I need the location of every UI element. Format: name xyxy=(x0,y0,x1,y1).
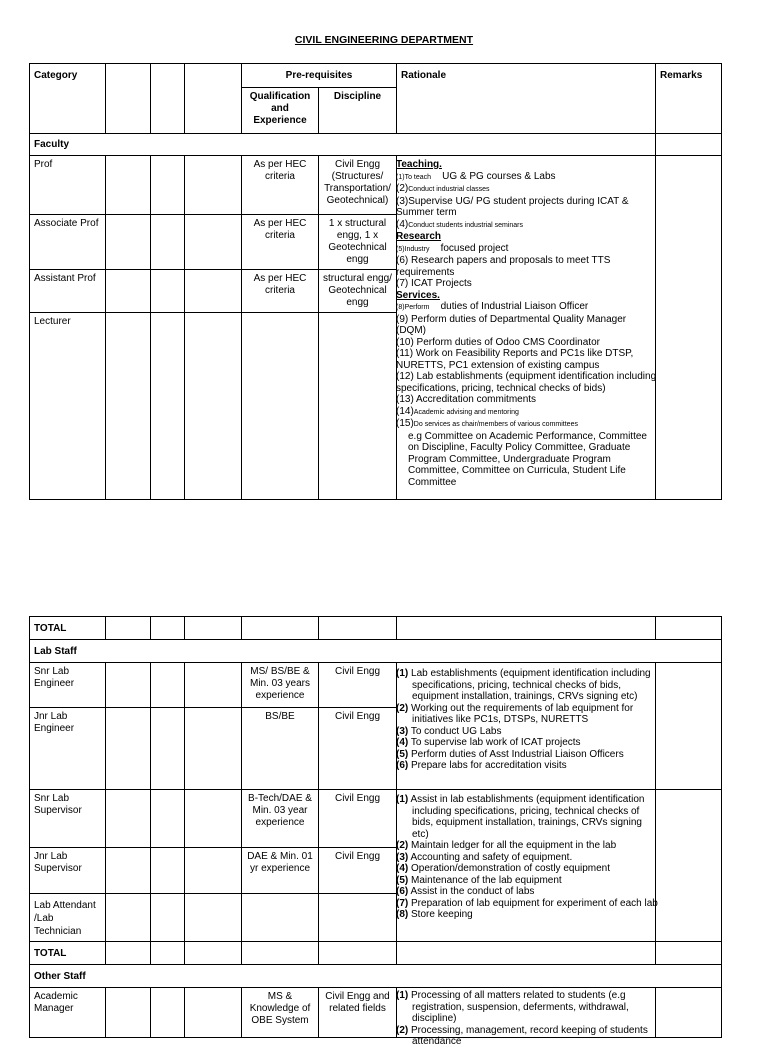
qualification-cell: B-Tech/DAE & Min. 03 year experience xyxy=(242,790,319,848)
category-cell: Prof xyxy=(30,156,106,215)
discipline-cell: Civil Engg xyxy=(319,663,397,708)
section-faculty: Faculty xyxy=(30,134,656,156)
item-text: Do services as chair/members of various committees xyxy=(413,421,578,428)
item-small-text: Industry xyxy=(404,245,430,253)
rationale-item xyxy=(396,898,658,910)
item-text: duties of Industrial Liaison Officer xyxy=(440,301,589,312)
rationale-item xyxy=(396,394,658,406)
item-number: (2) xyxy=(396,1024,409,1036)
item-text: (12) Lab establishments (equipment identification including specifications, pricing, technical checks of bids) xyxy=(396,371,657,394)
faculty-rationale-list xyxy=(396,159,658,488)
rationale-item xyxy=(396,183,658,196)
qualification-cell: As per HEC criteria xyxy=(242,156,319,215)
item-text: Accounting and safety of equipment. xyxy=(410,851,573,863)
item-number: (4) xyxy=(396,863,409,874)
rationale-item xyxy=(396,990,658,1025)
category-cell: Jnr Lab Supervisor xyxy=(30,848,106,894)
item-number: (8) xyxy=(396,304,405,311)
rationale-item xyxy=(396,668,658,703)
item-text: (11) Work on Feasibility Reports and PC1s like DTSP, NURETTS, PC1 extension of existing campus xyxy=(396,348,634,371)
rationale-item xyxy=(396,314,658,337)
rationale-item xyxy=(396,431,658,489)
total-label: TOTAL xyxy=(30,942,106,965)
rationale-item xyxy=(396,255,658,278)
item-text: Preparation of lab equipment for experiment of each lab xyxy=(411,897,658,909)
item-text: Prepare labs for accreditation visits xyxy=(411,760,567,771)
rationale-item xyxy=(396,1025,658,1048)
rationale-item xyxy=(396,886,658,898)
rationale-item xyxy=(396,760,658,772)
rationale-item xyxy=(396,278,658,290)
rationale-item xyxy=(396,406,658,419)
category-cell: Associate Prof xyxy=(30,215,106,270)
section-lab-staff: Lab Staff xyxy=(30,640,722,663)
qualification-cell: As per HEC criteria xyxy=(242,270,319,313)
item-text: To supervise lab work of ICAT projects xyxy=(410,737,581,748)
item-small-text: To teach xyxy=(404,173,432,181)
header-discipline: Discipline xyxy=(319,88,397,134)
category-cell: Assistant Prof xyxy=(30,270,106,313)
rationale-heading xyxy=(396,231,658,243)
category-cell: Lab Attendant /Lab Technician xyxy=(30,894,106,942)
item-text: Store keeping xyxy=(411,909,473,920)
item-number: (1) xyxy=(396,173,405,181)
item-number: (1) xyxy=(396,990,409,1001)
item-number: (3) xyxy=(396,725,409,737)
category-cell: Snr Lab Engineer xyxy=(30,663,106,708)
item-number: (2) xyxy=(396,183,409,194)
item-text: (13) Accreditation commitments xyxy=(396,394,537,405)
discipline-cell: Civil Engg and related fields xyxy=(319,988,397,1038)
item-number: (6) xyxy=(396,760,409,771)
item-text: Processing, management, record keeping of students attendance xyxy=(411,1024,648,1047)
item-number: (4) xyxy=(396,218,409,230)
rationale-heading xyxy=(396,290,658,302)
rationale-item xyxy=(396,875,658,887)
item-text: focused project xyxy=(440,242,509,254)
item-text: Academic advising and mentoring xyxy=(413,408,519,416)
qualification-cell: BS/BE xyxy=(242,708,319,790)
item-number: (5) xyxy=(396,748,409,760)
item-number: (3) xyxy=(396,851,409,863)
discipline-cell: Civil Engg xyxy=(319,848,397,894)
rationale-item xyxy=(396,171,658,184)
item-number: (5) xyxy=(396,245,405,253)
heading-text: Services. xyxy=(396,289,440,301)
category-cell: Academic Manager xyxy=(30,988,106,1038)
item-number: (8) xyxy=(396,909,409,920)
item-text: To conduct UG Labs xyxy=(410,725,502,737)
total-label: TOTAL xyxy=(30,617,106,640)
item-text: (9) Perform duties of Departmental Quality Manager (DQM) xyxy=(396,313,627,336)
lab-rationale-list xyxy=(396,794,658,921)
lab-rationale-list xyxy=(396,668,658,772)
item-text: (6) Research papers and proposals to meet TTS requirements xyxy=(396,255,611,278)
rationale-heading xyxy=(396,159,658,171)
rationale-item xyxy=(396,794,658,840)
item-text: Perform duties of Asst Industrial Liaison Officers xyxy=(411,748,624,760)
discipline-cell: Civil Engg xyxy=(319,790,397,848)
discipline-cell: structural engg/ Geotechnical engg xyxy=(319,270,397,313)
item-number: (2) xyxy=(396,840,409,851)
rationale-item xyxy=(396,371,658,394)
item-text: Conduct industrial classes xyxy=(408,186,490,193)
item-number: (14) xyxy=(396,405,414,417)
discipline-cell: Civil Engg xyxy=(319,708,397,790)
category-cell: Snr Lab Supervisor xyxy=(30,790,106,848)
rationale-item xyxy=(396,243,658,256)
discipline-cell: Civil Engg (Structures/ Transportation/ Geotechnical) xyxy=(319,156,397,215)
rationale-item xyxy=(396,196,658,219)
header-remarks: Remarks xyxy=(656,64,722,134)
item-number: (1) xyxy=(396,668,409,679)
category-cell: Jnr Lab Engineer xyxy=(30,708,106,790)
item-text: Lab establishments (equipment identification including specifications, pricing, technical checks of bids, equipment installation, trainings, CRVs signing etc) xyxy=(411,668,651,702)
item-number: (4) xyxy=(396,737,409,748)
item-small-text: Perform xyxy=(404,304,430,311)
item-text: Operation/demonstration of costly equipment xyxy=(411,863,611,874)
rationale-item xyxy=(396,863,658,875)
item-text: Assist in the conduct of labs xyxy=(410,886,535,897)
item-number: (2) xyxy=(396,702,409,714)
item-number: (15) xyxy=(396,418,414,429)
item-text: Assist in lab establishments (equipment identification including specifications, pricing, technical checks of bids, equipment installation, trainings, CRVs signing etc) xyxy=(410,794,645,840)
rationale-item xyxy=(396,852,658,864)
item-text: UG & PG courses & Labs xyxy=(442,170,556,182)
page-title: CIVIL ENGINEERING DEPARTMENT xyxy=(294,34,474,46)
item-number: (7) xyxy=(396,897,409,909)
item-text: Maintenance of the lab equipment xyxy=(411,874,562,886)
item-text: Conduct students industrial seminars xyxy=(408,221,524,229)
rationale-item xyxy=(396,703,658,726)
item-text: Supervise UG/ PG student projects during ICAT & Summer term xyxy=(396,195,629,218)
section-other-staff: Other Staff xyxy=(30,965,722,988)
rationale-item xyxy=(396,418,658,431)
rationale-item xyxy=(396,348,658,371)
rationale-item xyxy=(396,337,658,349)
rationale-item xyxy=(396,301,658,314)
item-text: (10) Perform duties of Odoo CMS Coordinator xyxy=(396,336,600,348)
rationale-item xyxy=(396,219,658,232)
item-number: (3) xyxy=(396,195,409,207)
category-cell: Lecturer xyxy=(30,313,106,500)
header-prerequisites: Pre-requisites xyxy=(242,64,397,88)
rationale-item xyxy=(396,909,658,921)
item-text: Processing of all matters related to students (e.g registration, suspension, deferments, withdrawal, discipline) xyxy=(411,990,629,1024)
item-number: (6) xyxy=(396,886,409,897)
item-number: (1) xyxy=(396,794,409,805)
item-text: Working out the requirements of lab equipment for initiatives like PC1s, DTSPs, NURETTS xyxy=(411,702,634,725)
rationale-item xyxy=(396,737,658,749)
qualification-cell: MS/ BS/BE & Min. 03 years experience xyxy=(242,663,319,708)
item-text: Maintain ledger for all the equipment in the lab xyxy=(411,840,617,851)
other-rationale-list xyxy=(396,990,658,1048)
heading-text: Teaching. xyxy=(396,159,442,170)
qualification-cell: DAE & Min. 01 yr experience xyxy=(242,848,319,894)
heading-text: Research xyxy=(396,231,442,242)
header-category: Category xyxy=(30,64,106,134)
rationale-item xyxy=(396,840,658,852)
item-text: (7) ICAT Projects xyxy=(396,278,472,289)
item-number: (5) xyxy=(396,874,409,886)
qualification-cell: MS & Knowledge of OBE System xyxy=(242,988,319,1038)
header-qualification: Qualification and Experience xyxy=(242,88,319,134)
item-text: e.g Committee on Academic Performance, Committee on Discipline, Faculty Policy Committee, Graduate Program Committee, Undergraduate Program Committee, Committee on Curricula, Student Life Committee xyxy=(408,430,647,488)
discipline-cell: 1 x structural engg, 1 x Geotechnical engg xyxy=(319,215,397,270)
rationale-item xyxy=(396,726,658,738)
header-rationale: Rationale xyxy=(397,64,656,134)
rationale-item xyxy=(396,749,658,761)
qualification-cell: As per HEC criteria xyxy=(242,215,319,270)
